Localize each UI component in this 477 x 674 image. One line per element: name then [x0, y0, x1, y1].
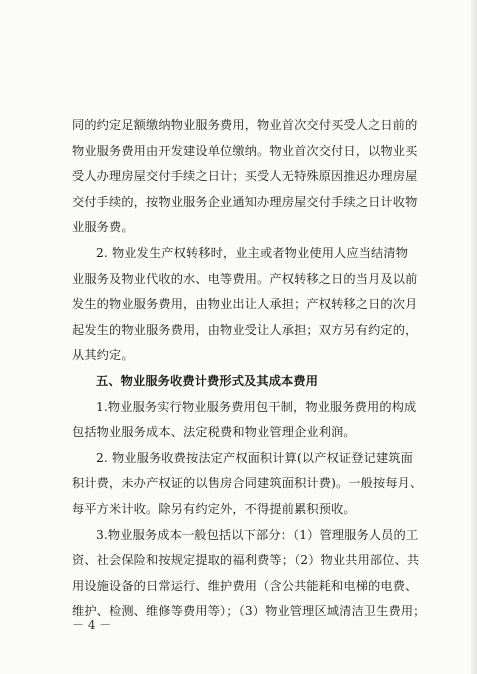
text-line: 物业服务费用由开发建设单位缴纳。物业首次交付日，以物业买 — [72, 143, 418, 158]
page-edge — [471, 0, 477, 674]
text-line: 积计费，未办产权证的以售房合同建筑面积计费)。一般按每月、 — [72, 476, 423, 491]
text-line: 发生的物业服务费用，由物业出让人承担；产权转移之日的次月 — [72, 297, 418, 312]
text-line: 业服务及物业代收的水、电等费用。产权转移之日的当月及以前 — [72, 271, 418, 286]
text-line: 1.物业服务实行物业服务费用包干制，物业服务费用的构成 — [96, 399, 417, 414]
text-line: 每平方米计收。除另有约定外，不得提前累积预收。 — [72, 501, 356, 516]
text-line: 3.物业服务成本一般包括以下部分：（1）管理服务人员的工 — [96, 527, 419, 542]
text-line: 2. 物业服务收费按法定产权面积计算(以产权证登记建筑面 — [96, 450, 413, 465]
text-line: 起发生的物业服务费用，由物业受让人承担；双方另有约定的， — [72, 322, 418, 337]
text-line: 用设施设备的日常运行、维护费用（含公共能耗和电梯的电费、 — [72, 578, 418, 593]
text-line: 同的约定足额缴纳物业服务费用，物业首次交付买受人之日前的 — [72, 118, 418, 132]
section-heading: 五、物业服务收费计费形式及其成本费用 — [96, 373, 319, 388]
text-line: 维护、检测、维修等费用等）；（3）物业管理区域清洁卫生费用； — [72, 604, 426, 619]
text-line: 交付手续的，按物业服务企业通知办理房屋交付手续之日计收物 — [72, 194, 418, 209]
text-line: 包括物业服务成本、法定税费和物业管理企业利润。 — [72, 425, 356, 440]
paragraph-service-costs — [72, 523, 427, 625]
paragraph-property-transfer — [72, 241, 427, 369]
text-line: 受人办理房屋交付手续之日计；买受人无特殊原因推迟办理房屋 — [72, 169, 418, 184]
page-number: － 4 － — [72, 618, 112, 632]
paragraph-fee-structure — [72, 395, 427, 446]
document-body — [72, 113, 427, 625]
text-line: 从其约定。 — [72, 348, 134, 363]
text-line: 业服务费。 — [72, 220, 134, 235]
text-line: 资、社会保险和按规定提取的福利费等；（2）物业共用部位、共 — [72, 553, 420, 568]
paragraph-fee-start-date — [72, 113, 427, 241]
paragraph-area-calculation — [72, 446, 427, 523]
text-line: 2. 物业发生产权转移时，业主或者物业使用人应当结清物 — [96, 245, 409, 260]
